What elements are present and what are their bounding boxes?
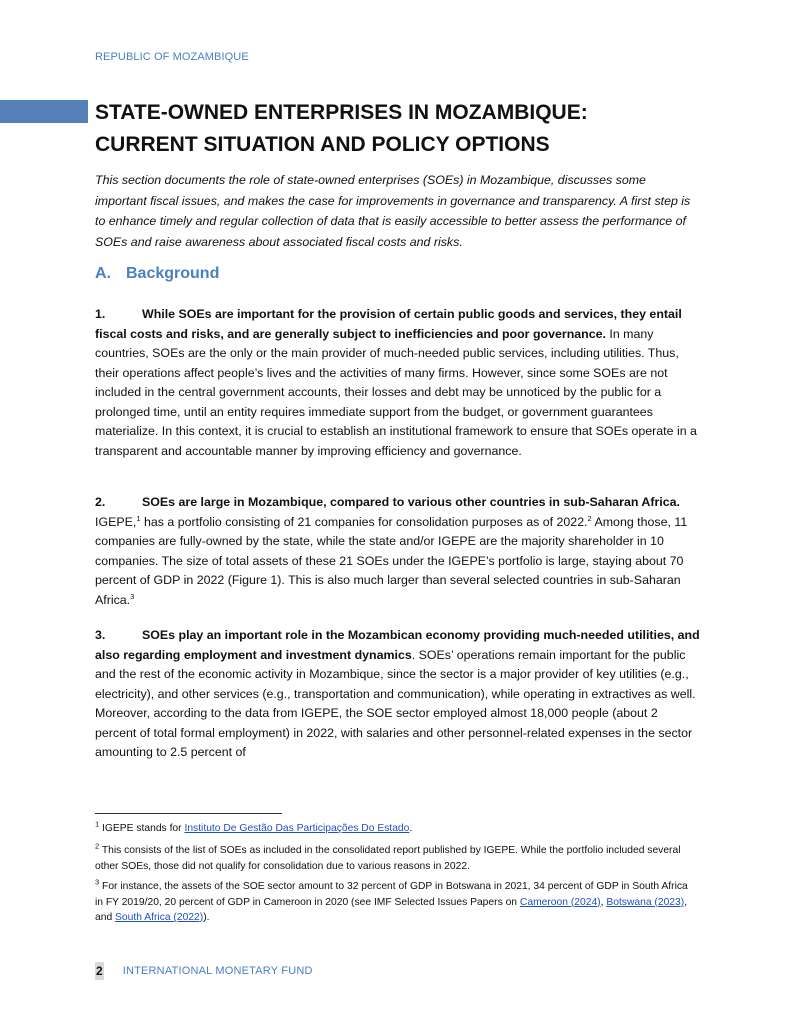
paragraph-body: IGEPE,: [95, 514, 137, 529]
footer-label: INTERNATIONAL MONETARY FUND: [122, 965, 313, 977]
section-letter: A.: [95, 265, 111, 282]
footnote-3: [95, 879, 695, 926]
section-heading: [95, 265, 219, 283]
footnote-mark: 1: [95, 819, 100, 829]
page-number: 2: [96, 964, 103, 978]
paragraph-number: 3.: [95, 628, 106, 642]
page-footer: [95, 960, 313, 982]
page-title-line-2: CURRENT SITUATION AND POLICY OPTIONS: [95, 133, 550, 156]
footnote-mark: 3: [95, 877, 100, 887]
footnote-text: , and: [95, 896, 688, 923]
paragraph-body: has a portfolio consisting of 21 companies for consolidation purposes as of 2022.: [140, 514, 588, 529]
footnote-text: ,: [600, 896, 607, 908]
igepe-link[interactable]: Instituto De Gestão Das Participações Do Estado: [184, 823, 410, 834]
footnote-divider: [95, 813, 282, 814]
footnote-2: [95, 843, 695, 874]
paragraph-lead: SOEs play an important role in the Mozambican economy providing much-needed utilities, and also regarding employment and investment dynamics: [95, 628, 700, 662]
title-accent-bar: [0, 100, 88, 123]
paragraph-number: 1.: [95, 307, 106, 321]
footnote-text: ).: [203, 912, 210, 923]
paragraph-body: . SOEs’ operations remain important for the public and the rest of the economic activity in Mozambique, since the sector is a major provider of key utilities (e.g., electricity), and other services (e.g., transportation and communication), while operating in extractives as well. Moreover, according to the data from IGEPE, the SOE sector employed almost 18,000 people (about 2 percent of total formal employment) in 2022, with salaries and other personnel-related expenses in the sector amounting to 2.5 percent of: [95, 647, 696, 759]
footnote-ref[interactable]: 1: [136, 513, 141, 523]
intro-summary: This section documents the role of state-owned enterprises (SOEs) in Mozambique, discusses some important fiscal issues, and makes the case for improvements in governance and transparency. A first step is to enhance timely and regular collection of data that is easily accessible to better assess the performance of SOEs and raise awareness about associated fiscal costs and risks.: [95, 173, 691, 249]
paragraph-3: [95, 626, 700, 763]
footnote-ref[interactable]: 2: [587, 513, 592, 523]
paragraph-lead: SOEs are large in Mozambique, compared to various other countries in sub-Saharan Africa.: [142, 495, 680, 509]
footnote-text: This consists of the list of SOEs as included in the consolidated report published by IGEPE. While the portfolio included several other SOEs, those did not qualify for consolidation due to various reasons in 2022.: [95, 845, 681, 872]
botswana-link[interactable]: Botswana (2023): [606, 896, 685, 908]
footnote-1: [95, 821, 695, 837]
paragraph-body: In many countries, SOEs are the only or the main provider of much-needed public services, including utilities. Thus, their operations affect people’s lives and the activities of many firms. However, since some SOEs are not included in the central government accounts, their losses and debt may be unnoticed by the public for a prolonged time, until an entity requires immediate support from the budget, or government guarantees materialize. In this context, it is crucial to establish an institutional framework to ensure that SOEs operate in a transparent and accountable manner by improving efficiency and governance.: [95, 326, 697, 458]
running-header: REPUBLIC OF MOZAMBIQUE: [95, 51, 249, 63]
footnote-ref[interactable]: 3: [130, 591, 135, 601]
page-title: [95, 97, 715, 161]
south-africa-link[interactable]: South Africa (2022): [115, 912, 204, 923]
paragraph-body: Among those, 11 companies are fully-owned by the state, while the state and/or IGEPE are the majority shareholder in 10 companies. The size of total assets of these 21 SOEs under the IGEPE’s portfolio is large, staying about 70 percent of GDP in 2022 (Figure 1). This is also much larger than several selected countries in sub-Saharan Africa.: [95, 514, 688, 607]
cameroon-link[interactable]: Cameroon (2024): [519, 896, 601, 908]
paragraph-number: 2.: [95, 495, 106, 509]
section-title: Background: [126, 265, 220, 282]
paragraph-1: [95, 305, 700, 461]
footnote-mark: 2: [95, 841, 100, 851]
footnote-text: .: [409, 823, 413, 834]
paragraph-lead: While SOEs are important for the provision of certain public goods and services, they entail fiscal costs and risks, and are generally subject to inefficiencies and poor governance.: [95, 307, 682, 341]
footnote-text: For instance, the assets of the SOE sector amount to 32 percent of GDP in Botswana in 2021, 34 percent of GDP in South Africa in FY 2019/20, 20 percent of GDP in Cameroon in 2020 (see IMF Selected Issues Papers on: [95, 881, 688, 908]
footnote-text: IGEPE stands for: [99, 823, 185, 834]
page-title-line-1: STATE-OWNED ENTERPRISES IN MOZAMBIQUE:: [95, 101, 588, 124]
paragraph-2: [95, 493, 700, 610]
